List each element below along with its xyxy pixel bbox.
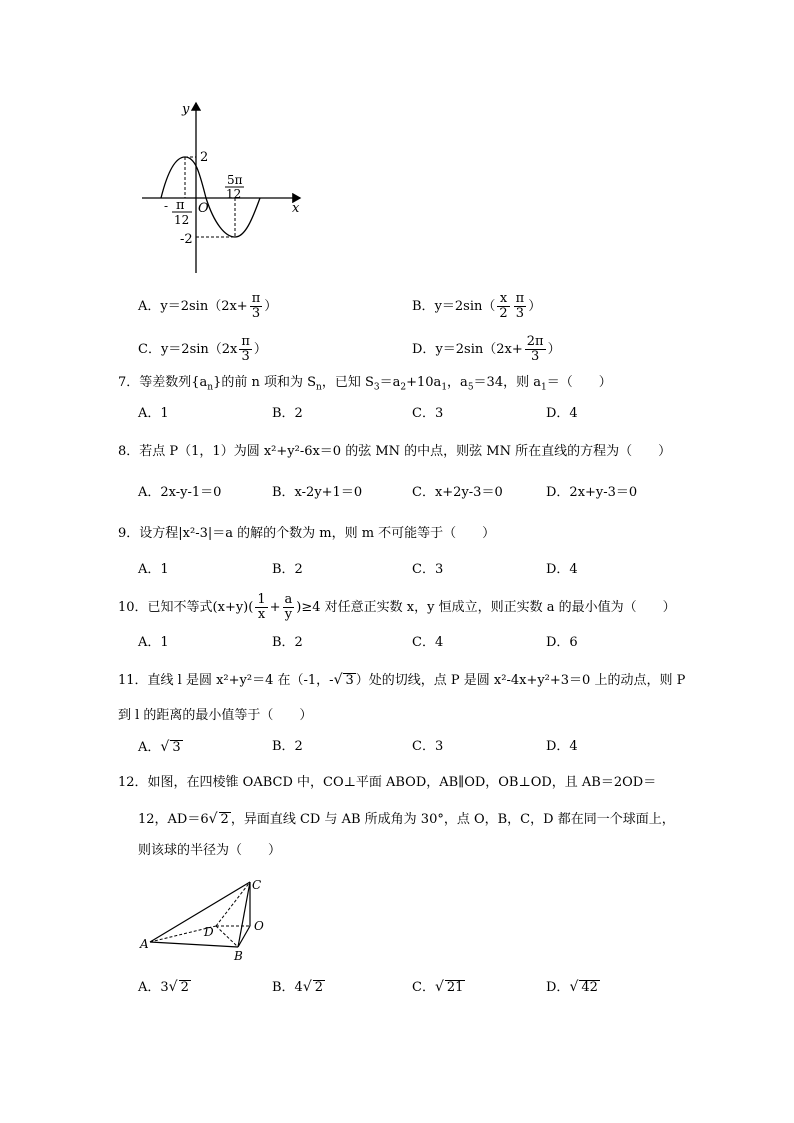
question-10: 10．已知不等式(x+y)( $\frac{1}{x}$ + $\frac{a}{y}$ )≥4 对任意正实数 x，y 恒成立，则正实数 a 的最小值为（ ） <box>118 592 676 622</box>
q12-option-c[interactable]: C．√ 21 <box>412 979 464 995</box>
left-zero-sign: - <box>164 199 169 213</box>
fraction: $\frac{2\pi}{3}$ <box>526 334 544 364</box>
vertex-c: C <box>252 878 262 892</box>
q11-option-b[interactable]: B．2 <box>272 739 303 754</box>
origin-label: O <box>198 201 209 216</box>
q9-option-b[interactable]: B．2 <box>272 562 303 577</box>
q10-option-d[interactable]: D．6 <box>546 635 578 650</box>
vertex-o: O <box>254 919 264 933</box>
q9-option-c[interactable]: C．3 <box>412 562 444 577</box>
vertex-d: D <box>204 925 214 939</box>
q8-option-a[interactable]: A．2x-y-1＝0 <box>138 485 222 500</box>
q6-option-d[interactable]: D．y＝2sin（2x+ $\frac{2\pi}{3}$ ） <box>412 334 561 364</box>
fraction: $\frac{\pi}{3}$ <box>241 334 250 364</box>
q12-option-d[interactable]: D．√ 42 <box>546 979 598 995</box>
q7-option-c[interactable]: C．3 <box>412 406 444 421</box>
fraction: $\frac{1}{x}$ <box>257 592 266 622</box>
min-label: -2 <box>180 232 193 247</box>
q12-option-b[interactable]: B．4√ 2 <box>272 979 324 995</box>
sine-graph <box>130 95 315 280</box>
q7-option-a[interactable]: A．1 <box>138 406 169 421</box>
question-12-line2: 12，AD＝6√ 2 ，异面直线 CD 与 AB 所成角为 30°，点 O，B，C，D 都在同一个球面上， <box>138 811 675 827</box>
y-axis-label: y <box>182 102 190 117</box>
question-7: 7．等差数列$\{a_n\}$的前 n 项和为 $S_n$，已知 $S_3=a_2+10a_1$，$a_5=34$，则 $a_1=$（ ） <box>118 375 612 393</box>
fraction: $\frac{a}{y}$ <box>284 592 293 622</box>
q12-option-a[interactable]: A．3√ 2 <box>138 979 189 995</box>
q6-option-b[interactable]: B．y＝2sin（ $\frac{x}{2}$ $\frac{\pi}{3}$ ） <box>412 291 542 321</box>
q8-option-d[interactable]: D．2x+y-3＝0 <box>546 485 638 500</box>
question-12-line3: 则该球的半径为（ ） <box>138 843 282 858</box>
fraction: $\frac{x}{2}$ <box>499 291 508 321</box>
right-zero-num: 5π <box>227 173 243 187</box>
q8-option-b[interactable]: B．x-2y+1＝0 <box>272 485 363 500</box>
q9-option-a[interactable]: A．1 <box>138 562 169 577</box>
q10-option-c[interactable]: C．4 <box>412 635 444 650</box>
left-zero-num: π <box>176 198 185 213</box>
q11-option-d[interactable]: D．4 <box>546 739 578 754</box>
vertex-a: A <box>140 937 149 951</box>
question-9: 9．设方程|x²-3|＝a 的解的个数为 m，则 m 不可能等于（ ） <box>118 526 496 541</box>
q6-option-a[interactable]: A．y＝2sin（2x+ $\frac{\pi}{3}$ ） <box>138 291 278 321</box>
fraction: $\frac{\pi}{3}$ <box>515 291 525 321</box>
question-11-line2: 到 l 的距离的最小值等于（ ） <box>118 708 313 723</box>
question-12: 12．如图，在四棱锥 OABCD 中，CO⊥平面 ABOD，AB∥OD，OB⊥OD，且 AB＝2OD＝ <box>118 775 657 790</box>
pyramid-figure <box>138 872 278 962</box>
q11-option-a[interactable]: A．√ 3 <box>138 739 181 755</box>
left-zero-den: 12 <box>174 213 190 227</box>
q6-option-c[interactable]: C．y＝2sin（2x $\frac{\pi}{3}$ ） <box>138 334 267 364</box>
x-axis-label: x <box>292 201 300 216</box>
fraction: $\frac{\pi}{3}$ <box>251 291 261 321</box>
vertex-b: B <box>234 949 243 962</box>
q7-option-d[interactable]: D．4 <box>546 406 578 421</box>
question-8: 8．若点 P（1，1）为圆 x²+y²-6x＝0 的弦 MN 的中点，则弦 MN 所在直线的方程为（ ） <box>118 444 672 459</box>
q11-option-c[interactable]: C．3 <box>412 739 444 754</box>
q10-option-b[interactable]: B．2 <box>272 635 303 650</box>
question-11: 11．直线 l 是圆 x²+y²＝4 在（-1，-√ 3 ）处的切线，点 P 是圆 x²-4x+y²+3＝0 上的动点，则 P <box>118 672 686 688</box>
q9-option-d[interactable]: D．4 <box>546 562 578 577</box>
q10-option-a[interactable]: A．1 <box>138 635 169 650</box>
max-label: 2 <box>200 150 209 165</box>
q8-option-c[interactable]: C．x+2y-3＝0 <box>412 485 503 500</box>
q7-option-b[interactable]: B．2 <box>272 406 303 421</box>
right-zero-den: 12 <box>226 187 242 201</box>
